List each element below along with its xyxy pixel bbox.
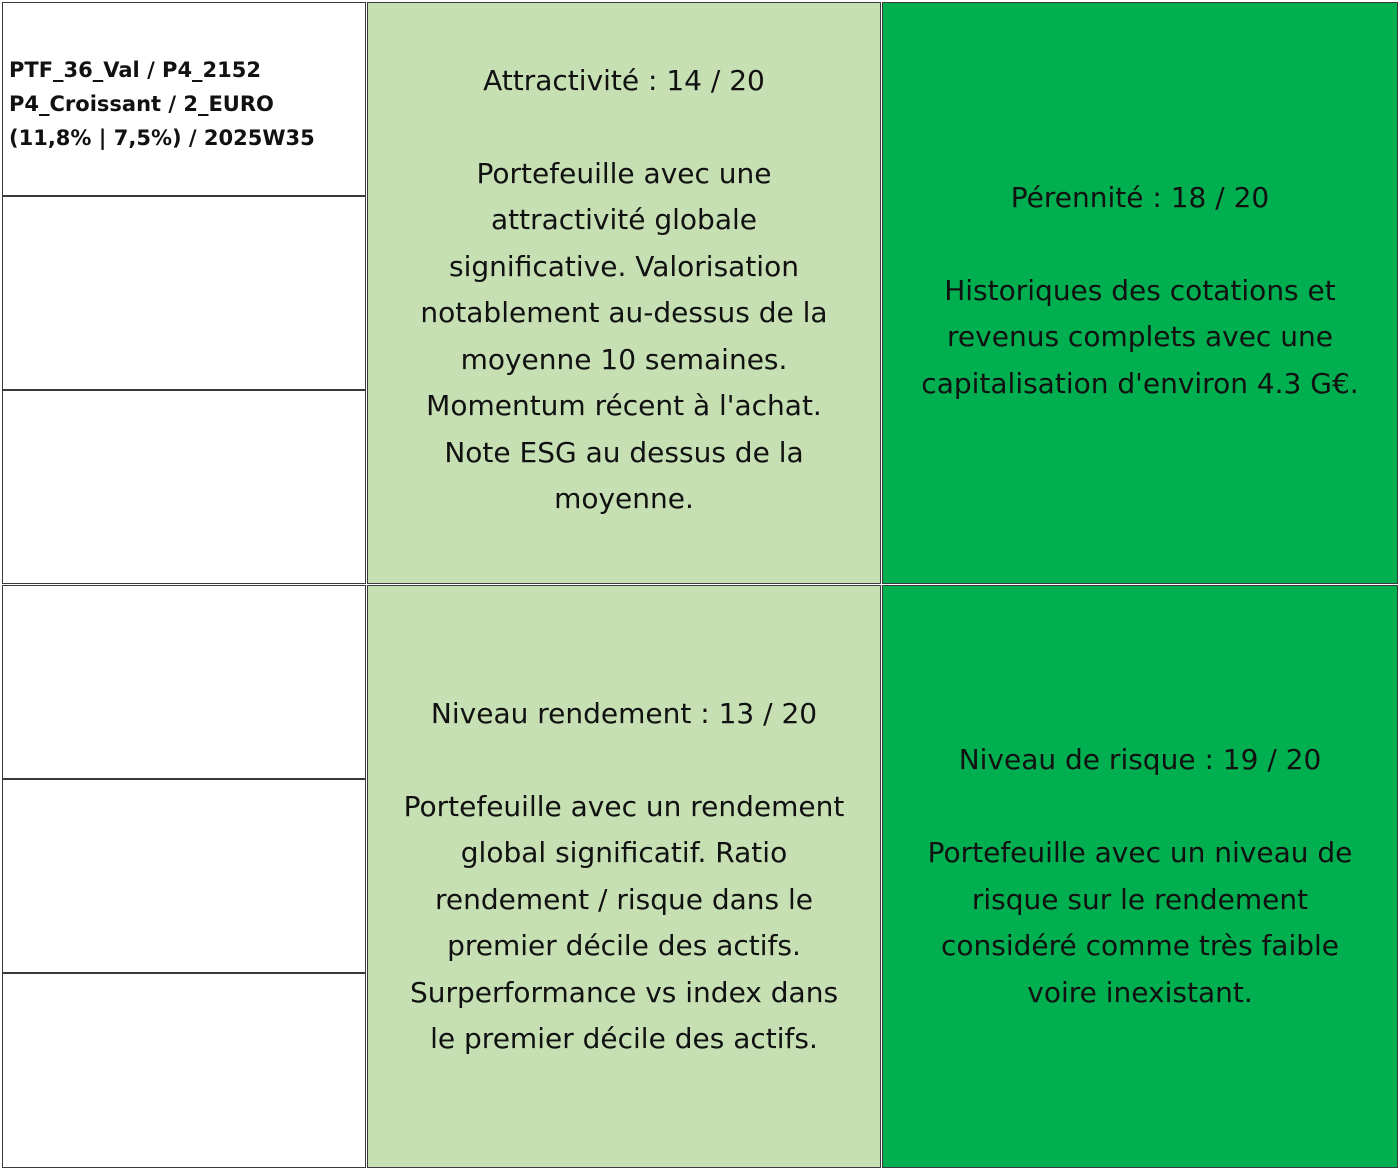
attractivite-line: Note ESG au dessus de la (444, 435, 804, 469)
attractivite-line: Portefeuille avec une (476, 156, 772, 190)
attractivite-line: notablement au-dessus de la (420, 296, 828, 329)
risque-cell (882, 585, 1398, 1168)
attractivite-line: Momentum récent à l'achat. (426, 389, 822, 422)
perennite-line: capitalisation d'environ 4.3 G€. (921, 366, 1359, 400)
empty-cell (2, 585, 366, 779)
rendement-line: global significatif. Ratio (460, 836, 788, 869)
rendement-line: le premier décile des actifs. (430, 1022, 818, 1055)
rendement-title: Niveau rendement : 13 / 20 (430, 696, 818, 730)
rendement-line: premier décile des actifs. (447, 929, 801, 962)
empty-cell (2, 196, 366, 390)
perennite-line: revenus complets avec une (947, 320, 1333, 354)
rendement-cell (367, 585, 881, 1168)
attractivite-line: significative. Valorisation (449, 249, 799, 283)
attractivite-line: attractivité globale (490, 203, 757, 236)
attractivite-cell (367, 2, 881, 584)
empty-cell (2, 779, 366, 973)
portfolio-line: PTF_36_Val / P4_2152 (9, 58, 261, 82)
rendement-line: rendement / risque dans le (434, 882, 814, 916)
portfolio-line: P4_Croissant / 2_EURO (9, 92, 274, 116)
attractivite-title: Attractivité : 14 / 20 (483, 63, 765, 97)
portfolio-line: (11,8% | 7,5%) / 2025W35 (9, 126, 315, 150)
attractivite-line: moyenne 10 semaines. (460, 342, 788, 376)
risque-line: voire inexistant. (1027, 975, 1253, 1009)
risque-title: Niveau de risque : 19 / 20 (958, 743, 1322, 776)
perennite-title: Pérennité : 18 / 20 (1010, 180, 1270, 214)
rendement-line: Portefeuille avec un rendement (403, 789, 845, 823)
risque-line: risque sur le rendement (971, 882, 1309, 916)
perennite-line: Historiques des cotations et (944, 273, 1336, 307)
rendement-line: Surperformance vs index dans (409, 975, 839, 1009)
empty-cell (2, 973, 366, 1168)
risque-line: considéré comme très faible (940, 929, 1340, 962)
risque-line: Portefeuille avec un niveau de (927, 836, 1353, 869)
perennite-cell (882, 2, 1398, 584)
portfolio-info-cell (2, 2, 366, 196)
portfolio-info (9, 53, 315, 155)
empty-cell (2, 390, 366, 584)
attractivite-line: moyenne. (554, 482, 694, 515)
